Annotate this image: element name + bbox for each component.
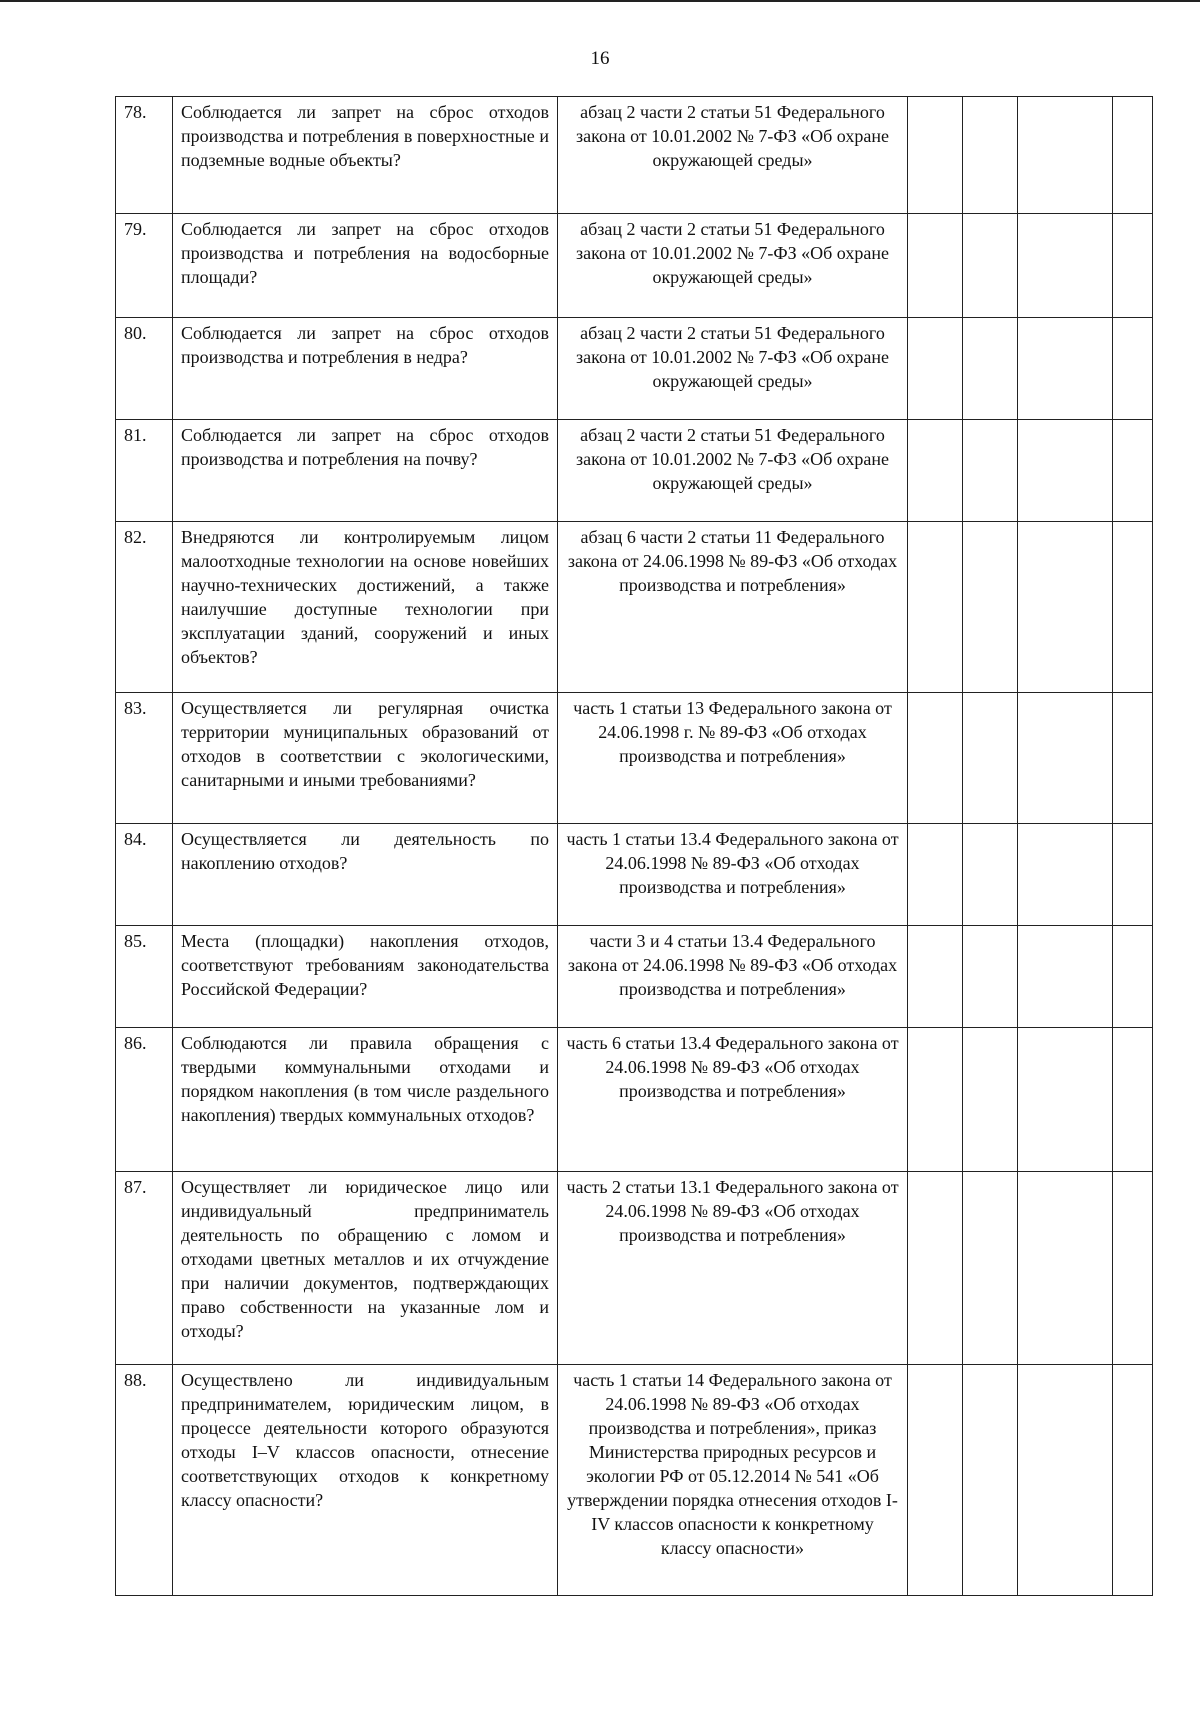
legal-reference: абзац 2 части 2 статьи 51 Федерального закона от 10.01.2002 № 7-ФЗ «Об охране окружающей среды»	[558, 214, 908, 318]
answer-cell-yes[interactable]	[908, 693, 963, 824]
row-number: 80.	[116, 318, 173, 420]
answer-cell-not-applicable[interactable]	[1018, 1365, 1113, 1596]
answer-cell-yes[interactable]	[908, 318, 963, 420]
legal-reference: часть 2 статьи 13.1 Федерального закона от 24.06.1998 № 89-ФЗ «Об отходах производства и потребления»	[558, 1172, 908, 1365]
answer-cell-no[interactable]	[963, 1028, 1018, 1172]
answer-cell-yes[interactable]	[908, 420, 963, 522]
answer-cell-note[interactable]	[1113, 1365, 1153, 1596]
table-row	[116, 1365, 1153, 1596]
answer-cell-no[interactable]	[963, 522, 1018, 693]
answer-cell-not-applicable[interactable]	[1018, 926, 1113, 1028]
question-text: Осуществляется ли регулярная очистка территории муниципальных образований от отходов в соответствии с экологическими, санитарными и иными требованиями?	[173, 693, 558, 824]
answer-cell-no[interactable]	[963, 420, 1018, 522]
answer-cell-yes[interactable]	[908, 214, 963, 318]
question-text: Осуществляется ли деятельность по накоплению отходов?	[173, 824, 558, 926]
table-row	[116, 1028, 1153, 1172]
page-number: 16	[590, 48, 610, 69]
answer-cell-note[interactable]	[1113, 693, 1153, 824]
legal-reference: часть 1 статьи 13.4 Федерального закона от 24.06.1998 № 89-ФЗ «Об отходах производства и потребления»	[558, 824, 908, 926]
answer-cell-no[interactable]	[963, 214, 1018, 318]
answer-cell-note[interactable]	[1113, 824, 1153, 926]
answer-cell-note[interactable]	[1113, 1028, 1153, 1172]
answer-cell-no[interactable]	[963, 97, 1018, 214]
question-text: Соблюдаются ли правила обращения с твердыми коммунальными отходами и порядком накопления (в том числе раздельного накопления) твердых коммунальных отходов?	[173, 1028, 558, 1172]
answer-cell-note[interactable]	[1113, 214, 1153, 318]
answer-cell-no[interactable]	[963, 1365, 1018, 1596]
question-text: Осуществлено ли индивидуальным предпринимателем, юридическим лицом, в процессе деятельности которого образуются отходы I–V классов опасности, отнесение соответствующих отходов к конкретному классу опасности?	[173, 1365, 558, 1596]
row-number: 78.	[116, 97, 173, 214]
table-row	[116, 214, 1153, 318]
legal-reference: абзац 2 части 2 статьи 51 Федерального закона от 10.01.2002 № 7-ФЗ «Об охране окружающей среды»	[558, 97, 908, 214]
answer-cell-yes[interactable]	[908, 1028, 963, 1172]
answer-cell-not-applicable[interactable]	[1018, 420, 1113, 522]
answer-cell-no[interactable]	[963, 926, 1018, 1028]
answer-cell-no[interactable]	[963, 318, 1018, 420]
table-row	[116, 824, 1153, 926]
table-row	[116, 522, 1153, 693]
answer-cell-not-applicable[interactable]	[1018, 522, 1113, 693]
row-number: 88.	[116, 1365, 173, 1596]
answer-cell-note[interactable]	[1113, 318, 1153, 420]
answer-cell-note[interactable]	[1113, 420, 1153, 522]
row-number: 86.	[116, 1028, 173, 1172]
question-text: Соблюдается ли запрет на сброс отходов производства и потребления в недра?	[173, 318, 558, 420]
answer-cell-not-applicable[interactable]	[1018, 214, 1113, 318]
answer-cell-no[interactable]	[963, 1172, 1018, 1365]
row-number: 84.	[116, 824, 173, 926]
answer-cell-yes[interactable]	[908, 824, 963, 926]
answer-cell-note[interactable]	[1113, 97, 1153, 214]
question-text: Соблюдается ли запрет на сброс отходов производства и потребления на водосборные площади?	[173, 214, 558, 318]
answer-cell-yes[interactable]	[908, 1172, 963, 1365]
table-row	[116, 420, 1153, 522]
table-row	[116, 318, 1153, 420]
table-row	[116, 97, 1153, 214]
answer-cell-no[interactable]	[963, 693, 1018, 824]
answer-cell-not-applicable[interactable]	[1018, 824, 1113, 926]
answer-cell-not-applicable[interactable]	[1018, 1172, 1113, 1365]
answer-cell-note[interactable]	[1113, 1172, 1153, 1365]
answer-cell-no[interactable]	[963, 824, 1018, 926]
table-row	[116, 693, 1153, 824]
answer-cell-not-applicable[interactable]	[1018, 318, 1113, 420]
answer-cell-note[interactable]	[1113, 522, 1153, 693]
answer-cell-not-applicable[interactable]	[1018, 693, 1113, 824]
row-number: 83.	[116, 693, 173, 824]
legal-reference: часть 1 статьи 13 Федерального закона от 24.06.1998 г. № 89-ФЗ «Об отходах производства и потребления»	[558, 693, 908, 824]
legal-reference: часть 1 статьи 14 Федерального закона от 24.06.1998 № 89-ФЗ «Об отходах производства и потребления», приказ Министерства природных ресурсов и экологии РФ от 05.12.2014 № 541 «Об утверждении порядка отнесения отходов I-IV классов опасности к конкретному классу опасности»	[558, 1365, 908, 1596]
top-border-line	[0, 0, 1200, 2]
question-text: Осуществляет ли юридическое лицо или индивидуальный предприниматель деятельность по обращению с ломом и отходами цветных металлов и их отчуждение при наличии документов, подтверждающих право собственности на указанные лом и отходы?	[173, 1172, 558, 1365]
question-text: Внедряются ли контролируемым лицом малоотходные технологии на основе новейших научно-технических достижений, а также наилучшие доступные технологии при эксплуатации зданий, сооружений и иных объектов?	[173, 522, 558, 693]
row-number: 87.	[116, 1172, 173, 1365]
answer-cell-not-applicable[interactable]	[1018, 1028, 1113, 1172]
row-number: 82.	[116, 522, 173, 693]
row-number: 81.	[116, 420, 173, 522]
legal-reference: абзац 6 части 2 статьи 11 Федерального закона от 24.06.1998 № 89-ФЗ «Об отходах производства и потребления»	[558, 522, 908, 693]
legal-reference: абзац 2 части 2 статьи 51 Федерального закона от 10.01.2002 № 7-ФЗ «Об охране окружающей среды»	[558, 318, 908, 420]
legal-reference: части 3 и 4 статьи 13.4 Федерального закона от 24.06.1998 № 89-ФЗ «Об отходах производства и потребления»	[558, 926, 908, 1028]
answer-cell-note[interactable]	[1113, 926, 1153, 1028]
answer-cell-yes[interactable]	[908, 522, 963, 693]
legal-reference: абзац 2 части 2 статьи 51 Федерального закона от 10.01.2002 № 7-ФЗ «Об охране окружающей среды»	[558, 420, 908, 522]
table-row	[116, 926, 1153, 1028]
table-row	[116, 1172, 1153, 1365]
legal-reference: часть 6 статьи 13.4 Федерального закона от 24.06.1998 № 89-ФЗ «Об отходах производства и потребления»	[558, 1028, 908, 1172]
row-number: 79.	[116, 214, 173, 318]
answer-cell-yes[interactable]	[908, 1365, 963, 1596]
row-number: 85.	[116, 926, 173, 1028]
question-text: Соблюдается ли запрет на сброс отходов производства и потребления в поверхностные и подземные водные объекты?	[173, 97, 558, 214]
answer-cell-not-applicable[interactable]	[1018, 97, 1113, 214]
answer-cell-yes[interactable]	[908, 926, 963, 1028]
question-text: Соблюдается ли запрет на сброс отходов производства и потребления на почву?	[173, 420, 558, 522]
answer-cell-yes[interactable]	[908, 97, 963, 214]
question-text: Места (площадки) накопления отходов, соответствуют требованиям законодательства Российской Федерации?	[173, 926, 558, 1028]
checklist-table	[115, 96, 1153, 1596]
